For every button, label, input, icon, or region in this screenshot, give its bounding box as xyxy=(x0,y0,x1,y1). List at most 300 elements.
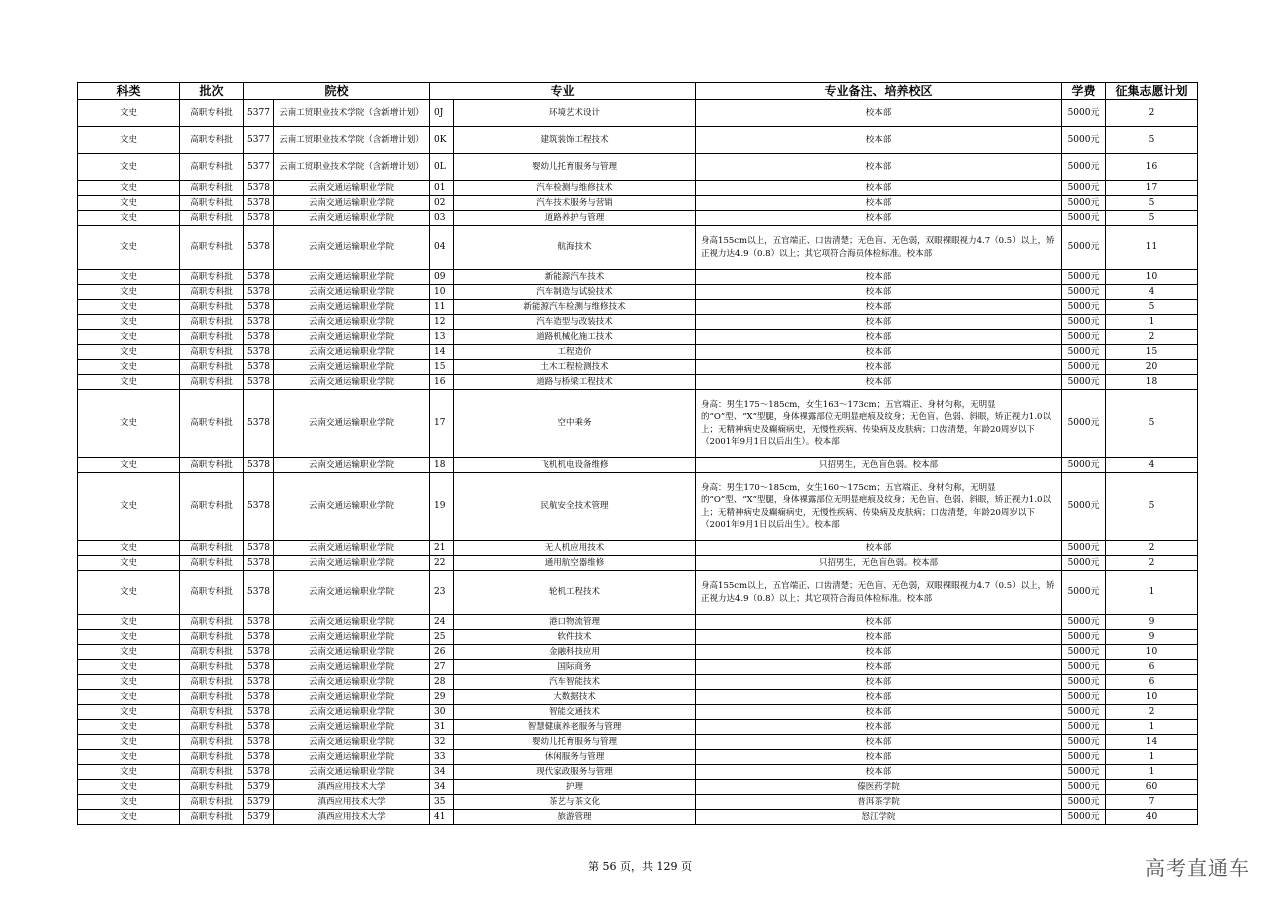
row-school-code: 5378 xyxy=(244,675,274,690)
row-school-name: 云南交通运输职业学院 xyxy=(274,630,430,645)
row-major-name: 旅游管理 xyxy=(454,810,696,825)
table-row xyxy=(78,765,1198,780)
row-plan: 4 xyxy=(1106,458,1198,473)
row-major-name: 金融科技应用 xyxy=(454,645,696,660)
row-school-code: 5378 xyxy=(244,181,274,196)
row-school-code: 5378 xyxy=(244,458,274,473)
row-school-name: 滇西应用技术大学 xyxy=(274,795,430,810)
row-batch: 高职专科批 xyxy=(180,780,244,795)
row-plan: 2 xyxy=(1106,556,1198,571)
row-batch: 高职专科批 xyxy=(180,690,244,705)
row-notes: 校本部 xyxy=(696,750,1062,765)
row-category: 文史 xyxy=(78,630,180,645)
row-category: 文史 xyxy=(78,270,180,285)
row-category: 文史 xyxy=(78,375,180,390)
row-notes: 校本部 xyxy=(696,375,1062,390)
row-school-name: 云南交通运输职业学院 xyxy=(274,345,430,360)
table-row xyxy=(78,675,1198,690)
row-plan: 9 xyxy=(1106,630,1198,645)
row-notes: 校本部 xyxy=(696,300,1062,315)
row-notes: 校本部 xyxy=(696,154,1062,181)
row-school-name: 云南交通运输职业学院 xyxy=(274,270,430,285)
header-fee: 学费 xyxy=(1062,83,1106,100)
row-school-code: 5379 xyxy=(244,810,274,825)
row-major-code: 0K xyxy=(430,127,454,154)
row-fee: 5000元 xyxy=(1062,690,1106,705)
watermark-logo: 高考直通车 xyxy=(1145,856,1250,880)
row-school-code: 5377 xyxy=(244,154,274,181)
row-school-code: 5378 xyxy=(244,705,274,720)
row-notes: 校本部 xyxy=(696,675,1062,690)
row-batch: 高职专科批 xyxy=(180,315,244,330)
row-major-code: 23 xyxy=(430,571,454,615)
row-batch: 高职专科批 xyxy=(180,630,244,645)
row-fee: 5000元 xyxy=(1062,750,1106,765)
row-category: 文史 xyxy=(78,705,180,720)
row-notes: 身高155cm以上，五官端正、口齿清楚；无色盲、无色弱，双眼裸眼视力4.7（0.5）以上，矫正视力达4.9（0.8）以上；其它项符合海员体检标准。校本部 xyxy=(696,226,1062,270)
row-school-name: 云南工贸职业技术学院（含新增计划） xyxy=(274,100,430,127)
row-school-code: 5378 xyxy=(244,660,274,675)
row-notes: 校本部 xyxy=(696,630,1062,645)
row-category: 文史 xyxy=(78,473,180,541)
row-major-code: 19 xyxy=(430,473,454,541)
row-major-name: 工程造价 xyxy=(454,345,696,360)
row-notes: 身高155cm以上，五官端正、口齿清楚；无色盲、无色弱，双眼裸眼视力4.7（0.5）以上，矫正视力达4.9（0.8）以上；其它项符合海员体检标准。校本部 xyxy=(696,571,1062,615)
row-plan: 10 xyxy=(1106,690,1198,705)
row-fee: 5000元 xyxy=(1062,315,1106,330)
row-plan: 2 xyxy=(1106,705,1198,720)
row-major-code: 35 xyxy=(430,795,454,810)
row-notes: 身高：男生170～185cm，女生160～175cm；五官端正、身材匀称，无明显的“O”型、“X”型腿，身体裸露部位无明显疤痕及纹身；无色盲、色弱、斜眼，矫正视力1.0以上；无精神病史及癫痫病史，无慢性疾病、传染病及皮肤病；口齿清楚，年龄20周岁以下（2001年9月1日以后出生）。校本部 xyxy=(696,473,1062,541)
row-major-code: 14 xyxy=(430,345,454,360)
row-fee: 5000元 xyxy=(1062,211,1106,226)
row-batch: 高职专科批 xyxy=(180,345,244,360)
row-plan: 40 xyxy=(1106,810,1198,825)
row-school-name: 云南交通运输职业学院 xyxy=(274,556,430,571)
row-fee: 5000元 xyxy=(1062,285,1106,300)
row-fee: 5000元 xyxy=(1062,765,1106,780)
table-row xyxy=(78,615,1198,630)
table-row xyxy=(78,720,1198,735)
row-plan: 9 xyxy=(1106,615,1198,630)
row-major-code: 18 xyxy=(430,458,454,473)
row-major-name: 大数据技术 xyxy=(454,690,696,705)
row-notes: 身高：男生175～185cm，女生163～173cm；五官端正、身材匀称，无明显的“O”型、“X”型腿，身体裸露部位无明显疤痕及纹身；无色盲、色弱、斜眼，矫正视力1.0以上；无精神病史及癫痫病史，无慢性疾病、传染病及皮肤病；口齿清楚，年龄20周岁以下（2001年9月1日以后出生）。校本部 xyxy=(696,390,1062,458)
row-batch: 高职专科批 xyxy=(180,660,244,675)
row-plan: 5 xyxy=(1106,211,1198,226)
row-fee: 5000元 xyxy=(1062,127,1106,154)
row-category: 文史 xyxy=(78,780,180,795)
row-major-name: 轮机工程技术 xyxy=(454,571,696,615)
row-batch: 高职专科批 xyxy=(180,226,244,270)
row-batch: 高职专科批 xyxy=(180,330,244,345)
row-category: 文史 xyxy=(78,690,180,705)
row-major-name: 新能源汽车技术 xyxy=(454,270,696,285)
row-school-code: 5378 xyxy=(244,360,274,375)
row-category: 文史 xyxy=(78,360,180,375)
row-major-code: 12 xyxy=(430,315,454,330)
row-major-code: 31 xyxy=(430,720,454,735)
row-batch: 高职专科批 xyxy=(180,154,244,181)
row-notes: 校本部 xyxy=(696,660,1062,675)
row-batch: 高职专科批 xyxy=(180,300,244,315)
row-fee: 5000元 xyxy=(1062,270,1106,285)
row-plan: 2 xyxy=(1106,100,1198,127)
row-batch: 高职专科批 xyxy=(180,645,244,660)
row-school-code: 5377 xyxy=(244,100,274,127)
row-major-code: 17 xyxy=(430,390,454,458)
row-category: 文史 xyxy=(78,615,180,630)
row-batch: 高职专科批 xyxy=(180,390,244,458)
row-plan: 7 xyxy=(1106,795,1198,810)
row-batch: 高职专科批 xyxy=(180,750,244,765)
table-row xyxy=(78,556,1198,571)
row-batch: 高职专科批 xyxy=(180,100,244,127)
header-category: 科类 xyxy=(78,83,180,100)
row-major-code: 10 xyxy=(430,285,454,300)
row-fee: 5000元 xyxy=(1062,458,1106,473)
row-major-code: 25 xyxy=(430,630,454,645)
row-fee: 5000元 xyxy=(1062,645,1106,660)
table-row xyxy=(78,645,1198,660)
table-row xyxy=(78,375,1198,390)
table-row xyxy=(78,100,1198,127)
row-fee: 5000元 xyxy=(1062,154,1106,181)
row-school-name: 云南工贸职业技术学院（含新增计划） xyxy=(274,154,430,181)
row-school-name: 云南交通运输职业学院 xyxy=(274,300,430,315)
row-school-name: 云南交通运输职业学院 xyxy=(274,285,430,300)
row-fee: 5000元 xyxy=(1062,345,1106,360)
row-school-name: 云南交通运输职业学院 xyxy=(274,211,430,226)
row-school-code: 5378 xyxy=(244,270,274,285)
row-fee: 5000元 xyxy=(1062,630,1106,645)
table-row xyxy=(78,390,1198,458)
row-major-code: 22 xyxy=(430,556,454,571)
table-row xyxy=(78,345,1198,360)
row-major-code: 0J xyxy=(430,100,454,127)
table-row xyxy=(78,360,1198,375)
row-school-name: 云南交通运输职业学院 xyxy=(274,473,430,541)
row-school-code: 5379 xyxy=(244,795,274,810)
row-major-code: 26 xyxy=(430,645,454,660)
row-notes: 校本部 xyxy=(696,541,1062,556)
row-fee: 5000元 xyxy=(1062,810,1106,825)
row-plan: 1 xyxy=(1106,315,1198,330)
row-major-code: 04 xyxy=(430,226,454,270)
row-school-name: 滇西应用技术大学 xyxy=(274,780,430,795)
row-category: 文史 xyxy=(78,571,180,615)
row-plan: 1 xyxy=(1106,765,1198,780)
row-fee: 5000元 xyxy=(1062,196,1106,211)
row-batch: 高职专科批 xyxy=(180,705,244,720)
row-major-name: 港口物流管理 xyxy=(454,615,696,630)
row-notes: 校本部 xyxy=(696,285,1062,300)
row-category: 文史 xyxy=(78,735,180,750)
row-school-name: 云南交通运输职业学院 xyxy=(274,615,430,630)
row-school-code: 5378 xyxy=(244,541,274,556)
row-major-name: 道路机械化施工技术 xyxy=(454,330,696,345)
row-notes: 校本部 xyxy=(696,127,1062,154)
row-major-name: 新能源汽车检测与维修技术 xyxy=(454,300,696,315)
row-school-code: 5378 xyxy=(244,645,274,660)
row-major-code: 33 xyxy=(430,750,454,765)
row-category: 文史 xyxy=(78,345,180,360)
table-row xyxy=(78,211,1198,226)
row-plan: 2 xyxy=(1106,330,1198,345)
row-notes: 校本部 xyxy=(696,345,1062,360)
row-plan: 4 xyxy=(1106,285,1198,300)
row-major-code: 29 xyxy=(430,690,454,705)
row-batch: 高职专科批 xyxy=(180,735,244,750)
row-plan: 1 xyxy=(1106,571,1198,615)
row-school-code: 5378 xyxy=(244,226,274,270)
row-major-name: 茶艺与茶文化 xyxy=(454,795,696,810)
row-plan: 1 xyxy=(1106,720,1198,735)
row-batch: 高职专科批 xyxy=(180,181,244,196)
table-row xyxy=(78,735,1198,750)
row-school-code: 5378 xyxy=(244,300,274,315)
row-batch: 高职专科批 xyxy=(180,571,244,615)
row-school-name: 云南交通运输职业学院 xyxy=(274,660,430,675)
row-major-code: 16 xyxy=(430,375,454,390)
row-fee: 5000元 xyxy=(1062,375,1106,390)
row-major-name: 汽车智能技术 xyxy=(454,675,696,690)
row-school-name: 云南交通运输职业学院 xyxy=(274,196,430,211)
row-plan: 2 xyxy=(1106,541,1198,556)
row-major-name: 建筑装饰工程技术 xyxy=(454,127,696,154)
row-batch: 高职专科批 xyxy=(180,795,244,810)
row-school-code: 5378 xyxy=(244,345,274,360)
row-category: 文史 xyxy=(78,181,180,196)
row-fee: 5000元 xyxy=(1062,390,1106,458)
row-major-code: 21 xyxy=(430,541,454,556)
row-school-name: 云南交通运输职业学院 xyxy=(274,765,430,780)
row-school-code: 5378 xyxy=(244,315,274,330)
row-batch: 高职专科批 xyxy=(180,810,244,825)
row-plan: 60 xyxy=(1106,780,1198,795)
row-major-code: 32 xyxy=(430,735,454,750)
row-school-name: 滇西应用技术大学 xyxy=(274,810,430,825)
row-school-code: 5378 xyxy=(244,690,274,705)
row-school-code: 5378 xyxy=(244,571,274,615)
row-school-name: 云南交通运输职业学院 xyxy=(274,458,430,473)
row-plan: 5 xyxy=(1106,473,1198,541)
row-school-name: 云南交通运输职业学院 xyxy=(274,360,430,375)
page-number: 第 56 页，共 129 页 xyxy=(588,860,692,873)
row-school-name: 云南交通运输职业学院 xyxy=(274,330,430,345)
row-category: 文史 xyxy=(78,810,180,825)
row-major-code: 34 xyxy=(430,780,454,795)
row-notes: 只招男生，无色盲色弱。校本部 xyxy=(696,458,1062,473)
row-batch: 高职专科批 xyxy=(180,473,244,541)
table-row xyxy=(78,810,1198,825)
row-major-name: 婴幼儿托育服务与管理 xyxy=(454,154,696,181)
row-notes: 校本部 xyxy=(696,211,1062,226)
row-category: 文史 xyxy=(78,765,180,780)
row-category: 文史 xyxy=(78,675,180,690)
row-major-name: 环境艺术设计 xyxy=(454,100,696,127)
row-batch: 高职专科批 xyxy=(180,360,244,375)
row-school-code: 5378 xyxy=(244,720,274,735)
row-plan: 15 xyxy=(1106,345,1198,360)
row-major-name: 航海技术 xyxy=(454,226,696,270)
row-school-name: 云南工贸职业技术学院（含新增计划） xyxy=(274,127,430,154)
row-category: 文史 xyxy=(78,315,180,330)
row-major-name: 飞机机电设备维修 xyxy=(454,458,696,473)
row-major-name: 智慧健康养老服务与管理 xyxy=(454,720,696,735)
row-notes: 校本部 xyxy=(696,330,1062,345)
row-batch: 高职专科批 xyxy=(180,211,244,226)
row-batch: 高职专科批 xyxy=(180,458,244,473)
row-batch: 高职专科批 xyxy=(180,675,244,690)
table-row xyxy=(78,660,1198,675)
row-category: 文史 xyxy=(78,100,180,127)
row-category: 文史 xyxy=(78,154,180,181)
row-notes: 校本部 xyxy=(696,315,1062,330)
row-fee: 5000元 xyxy=(1062,660,1106,675)
row-notes: 傣医药学院 xyxy=(696,780,1062,795)
row-category: 文史 xyxy=(78,720,180,735)
row-batch: 高职专科批 xyxy=(180,720,244,735)
admission-plan-table xyxy=(77,82,1198,825)
row-major-name: 婴幼儿托育服务与管理 xyxy=(454,735,696,750)
row-major-name: 软件技术 xyxy=(454,630,696,645)
row-notes: 校本部 xyxy=(696,196,1062,211)
row-category: 文史 xyxy=(78,645,180,660)
table-row xyxy=(78,690,1198,705)
row-notes: 校本部 xyxy=(696,615,1062,630)
row-category: 文史 xyxy=(78,660,180,675)
row-batch: 高职专科批 xyxy=(180,375,244,390)
row-notes: 怒江学院 xyxy=(696,810,1062,825)
table-row xyxy=(78,630,1198,645)
row-school-code: 5378 xyxy=(244,556,274,571)
row-school-name: 云南交通运输职业学院 xyxy=(274,645,430,660)
row-major-code: 30 xyxy=(430,705,454,720)
row-major-code: 41 xyxy=(430,810,454,825)
row-fee: 5000元 xyxy=(1062,735,1106,750)
row-notes: 普洱茶学院 xyxy=(696,795,1062,810)
row-school-code: 5378 xyxy=(244,750,274,765)
row-fee: 5000元 xyxy=(1062,473,1106,541)
row-fee: 5000元 xyxy=(1062,226,1106,270)
row-batch: 高职专科批 xyxy=(180,765,244,780)
row-school-name: 云南交通运输职业学院 xyxy=(274,375,430,390)
row-major-name: 汽车技术服务与营销 xyxy=(454,196,696,211)
row-school-name: 云南交通运输职业学院 xyxy=(274,226,430,270)
row-school-code: 5378 xyxy=(244,330,274,345)
row-school-code: 5378 xyxy=(244,615,274,630)
table-row xyxy=(78,285,1198,300)
table-row xyxy=(78,458,1198,473)
row-category: 文史 xyxy=(78,390,180,458)
row-major-name: 民航安全技术管理 xyxy=(454,473,696,541)
row-major-name: 道路与桥梁工程技术 xyxy=(454,375,696,390)
row-major-code: 15 xyxy=(430,360,454,375)
row-school-code: 5378 xyxy=(244,390,274,458)
row-notes: 校本部 xyxy=(696,100,1062,127)
row-major-name: 护理 xyxy=(454,780,696,795)
row-notes: 校本部 xyxy=(696,645,1062,660)
row-major-code: 0L xyxy=(430,154,454,181)
table-row xyxy=(78,226,1198,270)
table-row xyxy=(78,181,1198,196)
row-major-name: 汽车制造与试验技术 xyxy=(454,285,696,300)
row-school-code: 5378 xyxy=(244,211,274,226)
row-batch: 高职专科批 xyxy=(180,196,244,211)
table-row xyxy=(78,795,1198,810)
row-major-code: 11 xyxy=(430,300,454,315)
row-school-name: 云南交通运输职业学院 xyxy=(274,541,430,556)
row-category: 文史 xyxy=(78,300,180,315)
row-plan: 14 xyxy=(1106,735,1198,750)
row-batch: 高职专科批 xyxy=(180,285,244,300)
row-plan: 10 xyxy=(1106,270,1198,285)
table-header-row xyxy=(78,83,1198,100)
row-notes: 校本部 xyxy=(696,720,1062,735)
row-fee: 5000元 xyxy=(1062,705,1106,720)
row-plan: 1 xyxy=(1106,750,1198,765)
row-plan: 10 xyxy=(1106,645,1198,660)
row-notes: 校本部 xyxy=(696,735,1062,750)
row-category: 文史 xyxy=(78,556,180,571)
row-plan: 5 xyxy=(1106,390,1198,458)
header-major: 专业 xyxy=(430,83,696,100)
row-fee: 5000元 xyxy=(1062,181,1106,196)
row-major-name: 汽车检测与维修技术 xyxy=(454,181,696,196)
row-major-code: 28 xyxy=(430,675,454,690)
row-school-code: 5378 xyxy=(244,765,274,780)
table-row xyxy=(78,750,1198,765)
table-row xyxy=(78,315,1198,330)
row-major-name: 国际商务 xyxy=(454,660,696,675)
row-plan: 11 xyxy=(1106,226,1198,270)
row-notes: 校本部 xyxy=(696,765,1062,780)
row-fee: 5000元 xyxy=(1062,330,1106,345)
table-row xyxy=(78,541,1198,556)
row-fee: 5000元 xyxy=(1062,360,1106,375)
header-school: 院校 xyxy=(244,83,430,100)
row-plan: 20 xyxy=(1106,360,1198,375)
header-plan: 征集志愿计划 xyxy=(1106,83,1198,100)
row-major-name: 智能交通技术 xyxy=(454,705,696,720)
row-school-name: 云南交通运输职业学院 xyxy=(274,315,430,330)
row-school-name: 云南交通运输职业学院 xyxy=(274,181,430,196)
header-batch: 批次 xyxy=(180,83,244,100)
row-category: 文史 xyxy=(78,196,180,211)
row-batch: 高职专科批 xyxy=(180,127,244,154)
row-school-code: 5378 xyxy=(244,375,274,390)
row-fee: 5000元 xyxy=(1062,675,1106,690)
row-fee: 5000元 xyxy=(1062,720,1106,735)
row-major-code: 01 xyxy=(430,181,454,196)
row-notes: 只招男生，无色盲色弱。校本部 xyxy=(696,556,1062,571)
row-major-name: 现代家政服务与管理 xyxy=(454,765,696,780)
row-batch: 高职专科批 xyxy=(180,556,244,571)
row-school-code: 5378 xyxy=(244,285,274,300)
row-notes: 校本部 xyxy=(696,181,1062,196)
row-batch: 高职专科批 xyxy=(180,615,244,630)
row-school-code: 5378 xyxy=(244,473,274,541)
row-major-name: 道路养护与管理 xyxy=(454,211,696,226)
row-fee: 5000元 xyxy=(1062,100,1106,127)
row-school-name: 云南交通运输职业学院 xyxy=(274,571,430,615)
row-plan: 5 xyxy=(1106,196,1198,211)
row-plan: 5 xyxy=(1106,300,1198,315)
row-school-code: 5378 xyxy=(244,735,274,750)
row-category: 文史 xyxy=(78,127,180,154)
row-plan: 18 xyxy=(1106,375,1198,390)
